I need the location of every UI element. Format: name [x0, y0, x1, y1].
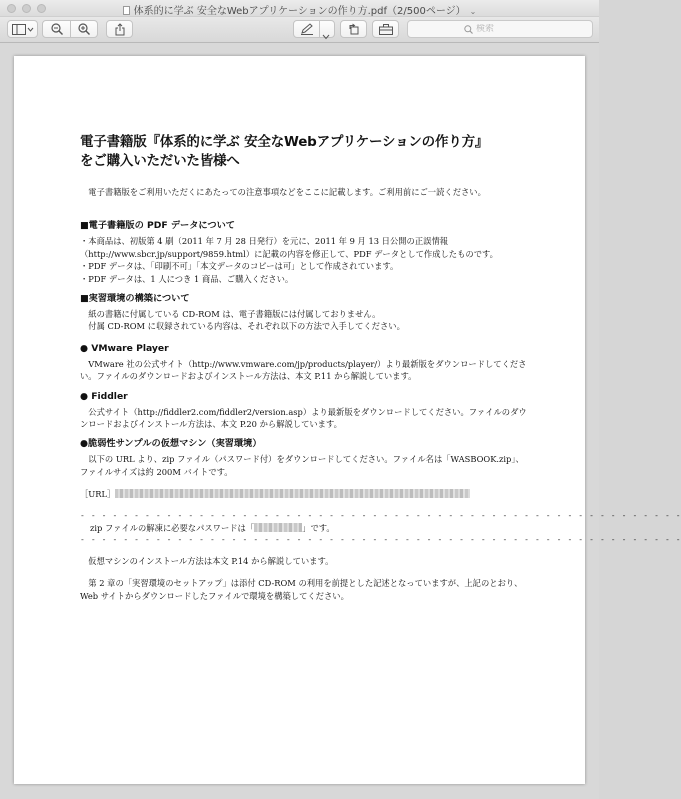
section-pdf-line: ・PDF データは、「印刷不可」「本文データのコピーは可」として作成されています。: [80, 261, 399, 272]
markup-dropdown-chevron-icon[interactable]: [322, 25, 330, 44]
url-label: ［URL］: [80, 489, 116, 500]
section-vmware-heading: ● VMware Player: [80, 342, 169, 354]
rotate-icon: [348, 23, 360, 35]
password-suffix: 」です。: [302, 522, 335, 533]
section-vm-text: 以下の URL より、zip ファイル（パスワード付）をダウンロードしてください。ファイル名は「WASBOOK.zip」、ファイルサイズは約 200M バイトです。: [80, 454, 524, 477]
section-pdf-line: ・本商品は、初版第 4 刷（2011 年 7 月 28 日発行）を元に、2011 年 9 月 13 日公開の正誤情報（http://www.sbcr.jp/support/9859.html）に記載の内容を修正して、PDF データとして作成したものです。: [80, 236, 498, 259]
document-title-line2: をご購入いただいた皆様へ: [80, 153, 240, 169]
vm-install-note: 仮想マシンのインストール方法は本文 P.14 から解説しています。: [88, 555, 334, 566]
toolbox-icon: [379, 24, 393, 35]
search-input[interactable]: [473, 24, 576, 34]
toolbar: [0, 17, 599, 43]
sidebar-toggle-button[interactable]: [7, 20, 38, 38]
section-environment-heading: ■実習環境の構築について: [80, 293, 190, 305]
zoom-in-icon: [78, 23, 90, 35]
section-vmware-text: VMware 社の公式サイト（http://www.vmware.com/jp/products/player/）より最新版をダウンロードしてください。ファイルのダウンロードおよびインストール方法は、本文 P.11 から解説しています。: [80, 358, 527, 382]
redacted-password: [254, 523, 302, 532]
page-content: [80, 133, 681, 602]
section-environment-line: 付属 CD-ROM に収録されている内容は、それぞれ以下の方法で入手してください。: [88, 321, 405, 332]
zoom-out-icon: [51, 23, 63, 35]
sidebar-icon: [12, 24, 34, 35]
section-fiddler-heading: ● Fiddler: [80, 390, 128, 402]
document-viewer[interactable]: [0, 43, 681, 799]
zoom-out-button[interactable]: [43, 23, 70, 35]
pdf-page[interactable]: [14, 56, 681, 784]
zoom-in-button[interactable]: [71, 23, 97, 35]
window-title-text: 体系的に学ぶ 安全なWebアプリケーションの作り方.pdf（2/500ページ）: [133, 6, 466, 17]
closing-paragraph: 第 2 章の「実習環境のセットアップ」は添付 CD-ROM の利用を前提とした記述となっていますが、上記のとおり、Web サイトからダウンロードしたファイルで環境を構築してください。: [80, 578, 523, 601]
password-prefix: zip ファイルの解凍に必要なパスワードは「: [90, 522, 255, 533]
intro-paragraph: 電子書籍版をご利用いただくにあたっての注意事項などをここに記載します。ご利用前にご一読ください。: [88, 187, 486, 197]
password-line: [80, 521, 530, 535]
section-pdf-line: ・PDF データは、1 人につき 1 商品、ご購入ください。: [80, 273, 294, 284]
section-vm-heading: ●脆弱性サンプルの仮想マシン（実習環境）: [80, 438, 262, 450]
title-chevron-down-icon[interactable]: ⌄: [469, 7, 477, 16]
document-title: [80, 133, 530, 171]
dashed-separator-bottom: - - - - - - - - - - - - - - - - - - - - - - - - - - - - - - - - - - - - - - - - - - - - - - - - - - - - - - - -: [80, 534, 681, 544]
dashed-separator-top: - - - - - - - - - - - - - - - - - - - - - - - - - - - - - - - - - - - - - - - - - - - - - - - - - - - - - - - -: [80, 510, 681, 520]
document-title-line1: 電子書籍版『体系的に学ぶ 安全なWebアプリケーションの作り方』: [80, 134, 489, 150]
window-title[interactable]: [0, 2, 599, 17]
pdf-document-icon: [123, 6, 130, 15]
search-field[interactable]: [407, 20, 593, 38]
share-icon: [115, 23, 125, 36]
section-environment-line: 紙の書籍に付属している CD-ROM は、電子書籍版には付属しておりません。: [88, 309, 381, 320]
rotate-button[interactable]: [340, 20, 367, 38]
zoom-control: [42, 20, 98, 38]
section-fiddler-text: 公式サイト（http://fiddler2.com/fiddler2/version.asp）より最新版をダウンロードしてください。ファイルのダウンロードおよびインストール方法は、本文 P.20 から解説しています。: [80, 406, 527, 430]
window-titlebar: [0, 0, 599, 17]
redacted-url: [115, 489, 470, 498]
url-line: [80, 488, 530, 500]
section-pdf-heading: ■電子書籍版の PDF データについて: [80, 220, 235, 232]
pen-icon: [300, 23, 314, 35]
toolbox-button[interactable]: [372, 20, 399, 38]
search-icon: [464, 25, 473, 34]
share-button[interactable]: [106, 20, 133, 38]
